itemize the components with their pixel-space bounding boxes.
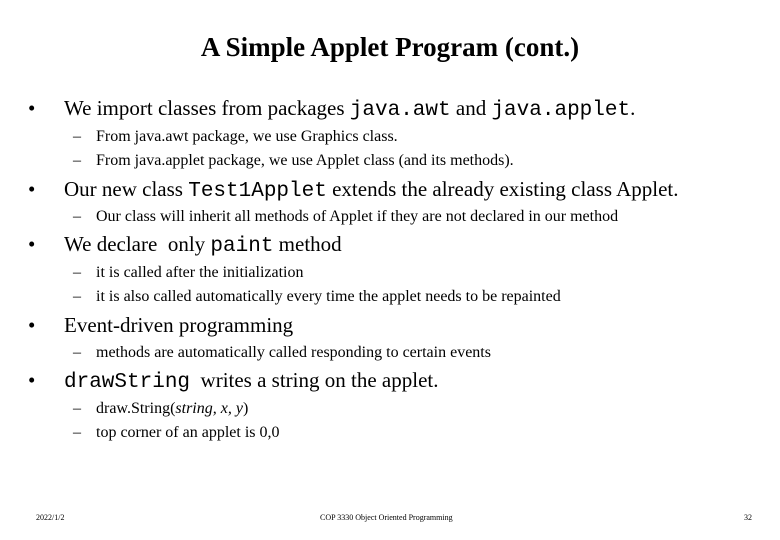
sub-bullet [73,344,491,362]
bullet-icon: • [28,313,36,337]
sub-bullet-text: methods are automatically called responding to certain events [96,344,491,361]
code-paint: paint [210,235,274,258]
dash-icon: – [73,128,81,145]
dash-icon: – [73,208,81,225]
sub-bullet [73,400,248,418]
dash-icon: – [73,288,81,305]
sub-bullet-text: From java.awt package, we use Graphics class. [96,128,398,145]
sub-bullet [73,128,398,146]
bullet-import-packages [28,96,635,122]
bullet-icon: • [28,96,36,120]
footer-page-number: 32 [744,513,752,522]
bullet-text: method [273,232,342,256]
sub-bullet [73,208,618,226]
bullet-text: and [450,96,492,120]
bullet-text: writes a string on the applet. [190,368,439,392]
dash-icon: – [73,264,81,281]
bullet-event-driven [28,313,293,338]
sub-bullet-text: draw.String( [96,400,176,417]
bullet-text: We import classes from packages [64,96,350,120]
sub-bullet-text: Our class will inherit all methods of Applet if they are not declared in our method [96,208,619,225]
bullet-text: Event-driven programming [64,313,294,337]
bullet-icon: • [28,368,36,392]
sub-bullet-text: ) [242,400,249,417]
dash-icon: – [73,344,81,361]
dash-icon: – [73,424,81,441]
sub-bullet [73,152,514,170]
code-java-awt: java.awt [349,99,451,122]
bullet-paint-method [28,232,342,258]
code-drawstring: drawString [64,371,191,394]
bullet-text: . [630,96,636,120]
code-java-applet: java.applet [491,99,631,122]
sub-bullet [73,424,280,442]
sub-bullet [73,288,561,306]
bullet-text: extends the already existing class Applet. [326,177,679,201]
sub-bullet-text: it is called after the initialization [96,264,304,281]
bullet-icon: • [28,177,36,201]
sub-bullet [73,264,303,282]
sub-bullet-text: From java.applet package, we use Applet class (and its methods). [96,152,514,169]
slide-title: A Simple Applet Program (cont.) [200,32,580,62]
footer-course: COP 3330 Object Oriented Programming [320,513,453,522]
code-class-name: Test1Applet [188,180,327,203]
bullet-new-class [28,177,679,203]
bullet-icon: • [28,232,36,256]
sub-bullet-text: it is also called automatically every time the applet needs to be repainted [96,288,561,305]
dash-icon: – [73,400,81,417]
footer-date: 2022/1/2 [36,513,65,522]
sub-bullet-italic: string, x, y [175,400,243,417]
sub-bullet-text: top corner of an applet is 0,0 [96,424,280,441]
bullet-text: Our new class [64,177,189,201]
dash-icon: – [73,152,81,169]
bullet-text: We declare only [64,232,211,256]
bullet-drawstring [28,368,438,394]
